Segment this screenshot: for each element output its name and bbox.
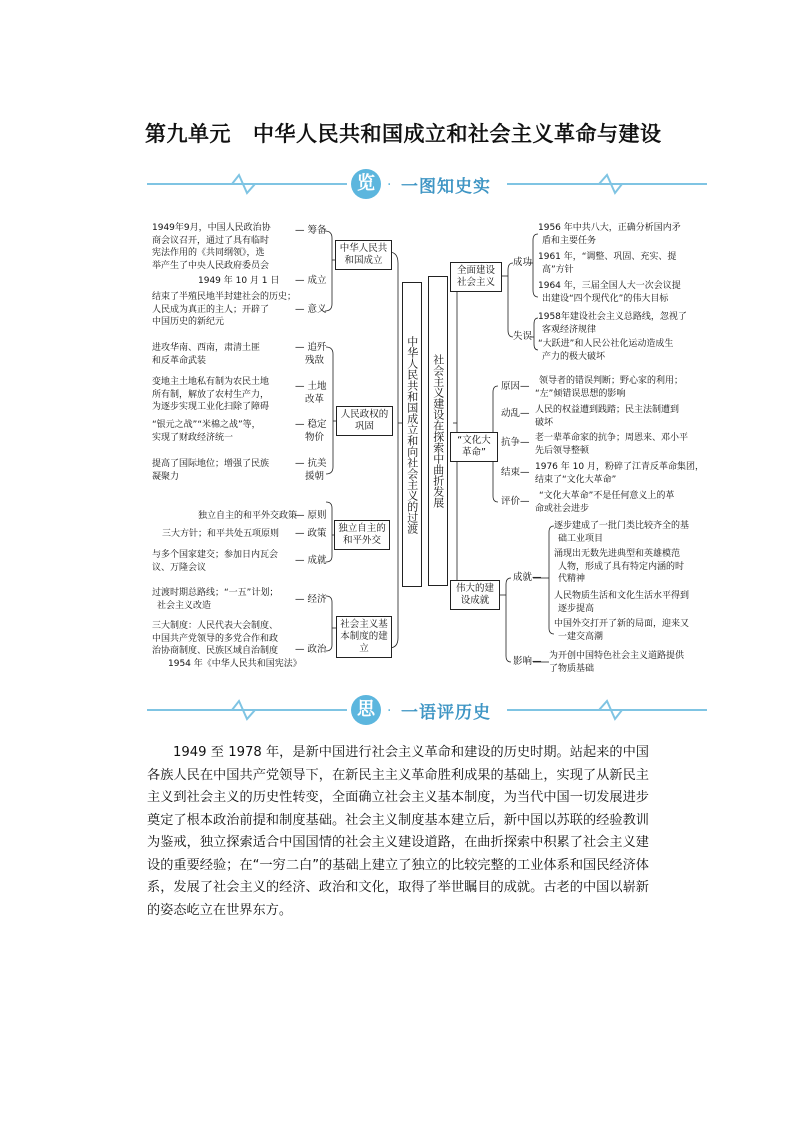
label-prep: — 筹备: [295, 225, 327, 236]
label-impact: 影响—: [513, 656, 542, 667]
label-struggle: 抗争—: [501, 437, 530, 448]
box-construction-achievements: 伟大的建设成就: [450, 580, 500, 610]
achieve-item-3: 人民物质生活和文化生活水平得到 逐步提高: [554, 591, 690, 614]
construction-mistake-2: “大跃进”和人民公社化运动造成生 产力的极大破坏: [538, 339, 674, 362]
banner-dot: ·: [387, 703, 392, 719]
center-box-founding-transition: 中华人民共和国成立和向社会主义的过渡: [402, 282, 422, 587]
diplomacy-achievement-text: 与多个国家建交；参加日内瓦会 议、万隆会议: [152, 550, 279, 573]
reflection-badge: 思: [351, 695, 381, 725]
label-cause: 原因—: [501, 381, 530, 392]
banner-reflection: [147, 694, 707, 728]
box-peaceful-diplomacy: 独立自主的和平外交: [334, 520, 390, 550]
label-achievement: — 成就: [295, 555, 327, 566]
banner-subtitle: 一图知史实: [401, 177, 491, 197]
label-land-reform: — 土地 改革: [295, 381, 327, 405]
label-principle: — 原则: [295, 510, 327, 521]
zigzag-ornament-icon: [217, 172, 277, 196]
cr-end-text: 1976 年 10 月，粉碎了江青反革命集团， 结束了“文化大革命”: [535, 462, 704, 485]
box-cultural-revolution: “文化大革命”: [450, 432, 498, 462]
banner-overview: [147, 168, 707, 202]
label-stabilize-prices: — 稳定 物价: [295, 419, 327, 443]
banner-dot: ·: [387, 177, 392, 193]
overview-badge: 览: [351, 169, 381, 199]
label-policy: — 政策: [295, 528, 327, 539]
achieve-item-2: 涌现出无数先进典型和英雄模范 人物，形成了具有特定内涵的时 代精神: [554, 549, 685, 584]
box-regime-consolidation: 人民政权的巩固: [336, 406, 393, 436]
label-meaning: — 意义: [295, 304, 327, 315]
label-success: 成功: [513, 257, 533, 268]
consolidate-item-3-text: “银元之战”“米棉之战”等， 实现了财政经济统一: [152, 420, 261, 443]
consolidate-item-1-text: 进攻华南、西南，肃清土匪 和反革命武装: [152, 343, 261, 366]
cr-evaluation-text: “文化大革命”不是任何意义上的革 命或社会进步: [535, 491, 675, 514]
label-economy: — 经济: [295, 594, 327, 605]
label-evaluation: 评价—: [501, 496, 530, 507]
box-all-round-construction: 全面建设社会主义: [450, 262, 502, 292]
summary-paragraph: 1949 至 1978 年，是新中国进行社会主义革命和建设的历史时期。站起来的中国各族人民在中国共产党领导下，在新民主主义革命胜利成果的基础上，实现了从新民主主义到社会主义的历史性转变，全面确立社会主义基本制度，为当代中国一切发展进步奠定了根本政治前提和制度基础。社会主义制度基本建立后，新中国以苏联的经验教训为鉴戒，独立探索适合中国国情的社会主义建设道路，在曲折探索中积累了社会主义建设的重要经验；在“一穷二白”的基础上建立了独立的比较完整的工业体系和国民经济体系，发展了社会主义的经济、政治和文化，取得了举世瞩目的成就。古老的中国以崭新的姿态屹立在世界东方。: [147, 745, 649, 918]
construction-success-2: 1961 年，“调整、巩固、充实、提 高”方针: [538, 252, 677, 275]
banner-line-right: [507, 183, 707, 185]
label-mistake: 失误: [513, 331, 533, 342]
page-title: [145, 118, 662, 148]
box-basic-socialist-system: 社会主义基本制度的建立: [336, 616, 392, 658]
achieve-item-1: 逐步建成了一批门类比较齐全的基 础工业项目: [554, 521, 690, 544]
construction-mistake-1: 1958年建设社会主义总路线，忽视了 客观经济规律: [538, 312, 687, 335]
label-achieve: 成就—: [513, 572, 542, 583]
diplomacy-policy-text: 三大方针；和平共处五项原则: [162, 529, 280, 539]
unit-label: 第九单元: [145, 122, 231, 146]
cr-struggle-text: 老一辈革命家的抗争；周恩来、邓小平 先后领导整顿: [535, 433, 689, 456]
banner-line-right: [507, 709, 707, 711]
consolidate-item-4-text: 提高了国际地位；增强了民族 凝聚力: [152, 459, 270, 482]
construction-success-1: 1956 年中共八大，正确分析国内矛 盾和主要任务: [538, 223, 681, 246]
cr-cause-text: 领导者的错误判断；野心家的利用； “左”倾错误思想的影响: [535, 376, 684, 399]
box-prc-founding: 中华人民共和国成立: [335, 240, 392, 270]
achieve-impact-text: 为开创中国特色社会主义道路提供 了物质基础: [549, 651, 685, 674]
founding-prep-text: 1949年9月，中国人民政治协 商会议召开，通过了具有临时 宪法作用的《共同纲领》，选 举产生了中央人民政府委员会: [152, 223, 271, 271]
mindmap: [140, 218, 720, 683]
banner-subtitle: 一语评历史: [401, 703, 491, 723]
unit-subject: 中华人民共和国成立和社会主义革命与建设: [253, 122, 662, 146]
construction-success-3: 1964 年，三届全国人大一次会议提 出建设“四个现代化”的伟大目标: [538, 281, 681, 304]
diplomacy-principle-text: 独立自主的和平外交政策: [198, 511, 298, 521]
cr-turmoil-text: 人民的权益遭到践踏；民主法制遭到 破坏: [535, 405, 680, 428]
label-resist-us-aid-korea: — 抗美 援朝: [295, 458, 327, 482]
center-box-socialist-construction: 社会主义建设在探索中曲折发展: [428, 276, 448, 586]
label-found: — 成立: [295, 275, 327, 286]
system-economy-text: 过渡时期总路线；“一五”计划； 社会主义改造: [152, 588, 279, 611]
label-end: 结束—: [501, 467, 530, 478]
label-turmoil: 动乱—: [501, 408, 530, 419]
label-politics: — 政治: [295, 644, 327, 655]
label-eliminate-enemy: — 追歼 残敌: [295, 342, 327, 366]
system-politics-text: 三大制度：人民代表大会制度、 中国共产党领导的多党合作和政 治协商制度、民族区域自治制度 1954 年《中华人民共和国宪法》: [152, 621, 302, 669]
founding-meaning-text: 结束了半殖民地半封建社会的历史； 人民成为真正的主人；开辟了 中国历史的新纪元: [152, 292, 297, 327]
zigzag-ornament-icon: [217, 698, 277, 722]
achieve-item-4: 中国外交打开了新的局面，迎来又 一建交高潮: [554, 619, 690, 642]
founding-date-text: 1949 年 10 月 1 日: [198, 276, 280, 286]
consolidate-item-2-text: 变地主土地私有制为农民土地 所有制，解放了农村生产力， 为逐步实现工业化扫除了障碍: [152, 377, 270, 412]
